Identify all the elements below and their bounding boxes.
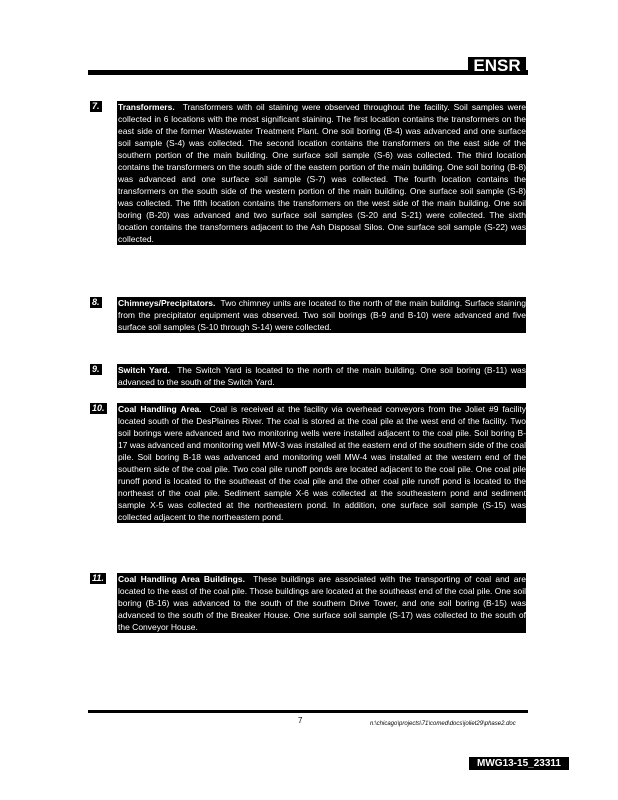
item-number: 8. (92, 297, 100, 307)
item-paragraph (117, 403, 526, 523)
item-switch-yard (90, 364, 528, 388)
item-title: Switch Yard. (118, 365, 170, 375)
item-paragraph (117, 297, 526, 333)
item-number: 10. (92, 403, 105, 413)
item-title: Transformers. (118, 102, 175, 112)
item-transformers (90, 101, 528, 245)
item-title: Coal Handling Area Buildings. (118, 574, 245, 584)
item-paragraph (117, 364, 526, 388)
item-paragraph (117, 101, 526, 245)
page-number: 7 (298, 716, 303, 725)
item-body: Coal is received at the facility via overhead conveyors from the Joliet #9 facility located south of the DesPlaines River. The coal is stored at the coal pile at the west end of the facility. Two soil borings were advanced and two monitoring wells were installed adjacent to the coal pile. Soil boring B-17 was advanced and monitoring well MW-3 was installed at the eastern end of the southern side of the coal pile. Soil boring B-18 was advanced and monitoring well MW-4 was installed at the western end of the southern side of the coal pile. Two coal pile runoff ponds are located adjacent to the coal pile. One coal pile runoff pond is located to the southeast of the coal pile and the other coal pile runoff pond is located to the northeast of the coal pile. Sediment sample X-6 was collected at the southeastern pond and sediment sample X-5 was collected at the northeastern pond. In addition, one surface soil sample (S-15) was collected adjacent to the northeastern pond. (118, 404, 527, 522)
item-chimneys (90, 297, 528, 333)
footer-rule (88, 710, 528, 713)
item-coal-handling-area (90, 403, 528, 523)
item-number: 9. (92, 364, 100, 374)
item-number: 7. (92, 101, 100, 111)
ensr-logo: ENSR (468, 57, 526, 74)
item-title: Coal Handling Area. (118, 404, 202, 414)
item-body: The Switch Yard is located to the north of the main building. One soil boring (B-11) was advanced to the south of the Switch Yard. (118, 365, 526, 387)
item-body: Two chimney units are located to the north of the main building. Surface staining from the precipitator equipment was observed. Two soil borings (B-9 and B-10) were advanced and five surface soil samples (S-10 through S-14) were collected. (118, 298, 527, 332)
item-paragraph (117, 573, 526, 633)
file-path: n:\chicago\projects\71\comed\docs\joliet29\phase2.doc (370, 721, 516, 727)
item-coal-handling-buildings (90, 573, 528, 633)
item-title: Chimneys/Precipitators. (118, 298, 216, 308)
item-body: Transformers with oil staining were observed throughout the facility. Soil samples were collected in 6 locations with the most significant staining. The first location contains the transformers on the east side of the former Wastewater Treatment Plant. One soil boring (B-4) was advanced and one surface soil sample (S-4) was collected. The second location contains the transformers on the east side of the southern portion of the main building. One surface soil sample (S-6) was collected. The third location contains the transformers on the south side of the eastern portion of the main building. One soil boring (B-8) was advanced and one surface soil sample (S-7) was collected. The fourth location contains the transformers on the south side of the western portion of the main building. One surface soil sample (S-8) was collected. The fifth location contains the transformers on the west side of the main building. One soil boring (B-20) was advanced and two surface soil samples (S-20 and S-21) were collected. The sixth location contains the transformers adjacent to the Ash Disposal Silos. One surface soil sample (S-22) was collected. (118, 102, 526, 244)
bates-stamp: MWG13-15_23311 (469, 757, 569, 770)
header-rule (88, 70, 528, 75)
item-body: These buildings are associated with the transporting of coal and are located to the east of the coal pile. Those buildings are located at the southeast end of the coal pile. One soil boring (B-16) was advanced to the south of the southern Drive Tower, and one soil boring (B-15) was advanced to the south of the Breaker House. One surface soil sample (S-17) was collected to the south of the Conveyor House. (118, 574, 526, 632)
item-number: 11. (92, 573, 104, 583)
